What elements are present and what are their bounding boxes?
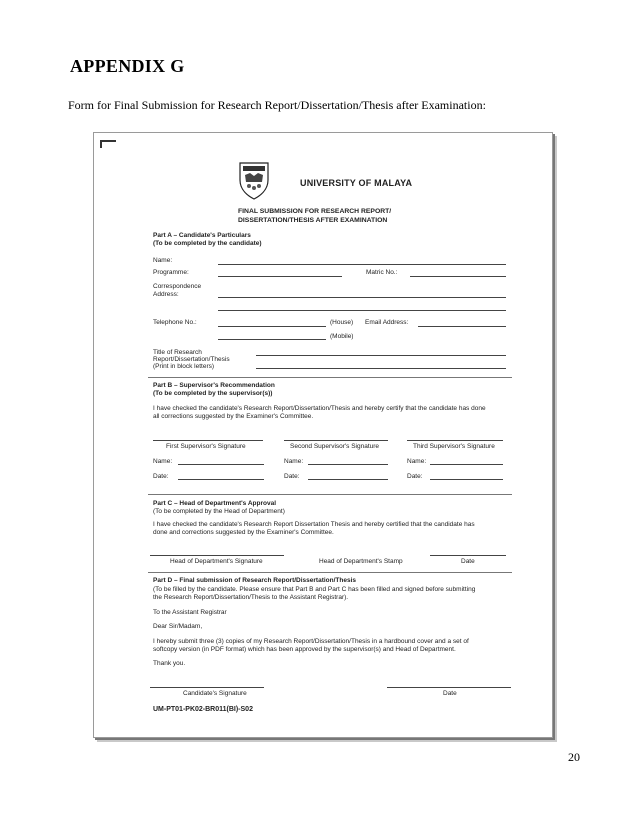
part-d-body-1: I hereby submit three (3) copies of my Research Report/Dissertation/Thesis in a hardbound cover and a set of: [153, 638, 469, 645]
university-crest-icon: [238, 160, 270, 200]
form-title-line1: FINAL SUBMISSION FOR RESEARCH REPORT/: [238, 208, 392, 215]
candidate-date-line[interactable]: [387, 687, 511, 688]
part-b-subtitle: (To be completed by the supervisor(s)): [153, 390, 273, 397]
appendix-heading: APPENDIX G: [70, 56, 185, 76]
programme-field[interactable]: [218, 276, 342, 277]
part-a-title: Part A – Candidate's Particulars: [153, 232, 251, 239]
supervisor3-date-field[interactable]: [430, 479, 503, 480]
mobile-label: (Mobile): [330, 333, 354, 340]
first-supervisor-signature-line[interactable]: [153, 440, 263, 441]
research-title-label-3: (Print in block letters): [153, 363, 215, 370]
name-label: Name:: [153, 257, 173, 264]
salutation: Dear Sir/Madam,: [153, 623, 203, 630]
research-title-label: Title of Research: [153, 349, 202, 356]
second-supervisor-signature-line[interactable]: [284, 440, 388, 441]
hod-signature-label: Head of Department's Signature: [170, 558, 263, 565]
part-d-body-2: softcopy version (in PDF format) which has been approved by the supervisor(s) and Head of Department.: [153, 646, 456, 653]
part-d-title: Part D – Final submission of Research Report/Dissertation/Thesis: [153, 577, 356, 584]
supervisor3-date-label: Date:: [407, 473, 423, 480]
part-c-text-2: done and corrections suggested by the Examiner's Committee.: [153, 529, 334, 536]
part-b-title: Part B – Supervisor's Recommendation: [153, 382, 275, 389]
university-name: UNIVERSITY OF MALAYA: [300, 178, 413, 188]
part-b-text-2: all corrections suggested by the Examiner's Committee.: [153, 413, 314, 420]
page-number: 20: [568, 750, 580, 764]
section-divider: [148, 377, 512, 378]
research-title-field-1[interactable]: [256, 355, 506, 356]
closing: Thank you.: [153, 660, 186, 667]
supervisor1-name-label: Name:: [153, 458, 173, 465]
hod-signature-line[interactable]: [150, 555, 284, 556]
programme-label: Programme:: [153, 269, 189, 276]
candidate-date-label: Date: [443, 690, 457, 697]
name-field[interactable]: [218, 264, 506, 265]
matric-field[interactable]: [410, 276, 506, 277]
part-c-text-1: I have checked the candidate's Research Report Dissertation Thesis and hereby certified that the candidate has: [153, 521, 475, 528]
section-divider: [148, 494, 512, 495]
figure-caption: Form for Final Submission for Research Report/Dissertation/Thesis after Examination:: [68, 98, 486, 112]
supervisor1-name-field[interactable]: [178, 464, 264, 465]
email-field[interactable]: [418, 326, 506, 327]
part-b-text-1: I have checked the candidate's Research Report/Dissertation/Thesis and hereby certify that the candidate has done: [153, 405, 486, 412]
part-c-subtitle: (To be completed by the Head of Department): [153, 508, 285, 515]
supervisor2-date-label: Date:: [284, 473, 300, 480]
third-supervisor-signature-line[interactable]: [407, 440, 503, 441]
third-supervisor-signature-label: Third Supervisor's Signature: [413, 443, 495, 450]
research-title-field-2[interactable]: [256, 368, 506, 369]
matric-label: Matric No.:: [366, 269, 398, 276]
hod-stamp-label: Head of Department's Stamp: [319, 558, 403, 565]
correspondence-label: Correspondence: [153, 283, 202, 290]
form-code: UM-PT01-PK02-BR011(BI)-S02: [153, 706, 253, 713]
house-phone-field[interactable]: [218, 326, 326, 327]
candidate-signature-label: Candidate's Signature: [183, 690, 247, 697]
supervisor3-name-field[interactable]: [430, 464, 503, 465]
part-a-subtitle: (To be completed by the candidate): [153, 240, 262, 247]
address-field-2[interactable]: [218, 310, 506, 311]
candidate-signature-line[interactable]: [150, 687, 264, 688]
supervisor2-name-label: Name:: [284, 458, 304, 465]
address-label: Address:: [153, 291, 179, 298]
supervisor2-name-field[interactable]: [308, 464, 388, 465]
addressee: To the Assistant Registrar: [153, 609, 227, 616]
supervisor3-name-label: Name:: [407, 458, 427, 465]
email-label: Email Address:: [365, 319, 409, 326]
supervisor1-date-label: Date:: [153, 473, 169, 480]
first-supervisor-signature-label: First Supervisor's Signature: [166, 443, 246, 450]
section-divider: [148, 572, 512, 573]
research-title-label-2: Report/Dissertation/Thesis: [153, 356, 230, 363]
hod-date-label: Date: [461, 558, 475, 565]
supervisor2-date-field[interactable]: [308, 479, 388, 480]
house-label: (House): [330, 319, 354, 326]
form-title-line2: DISSERTATION/THESIS AFTER EXAMINATION: [238, 217, 388, 224]
hod-date-line[interactable]: [430, 555, 506, 556]
address-field-1[interactable]: [218, 297, 506, 298]
part-c-title: Part C – Head of Department's Approval: [153, 500, 277, 507]
supervisor1-date-field[interactable]: [178, 479, 264, 480]
second-supervisor-signature-label: Second Supervisor's Signature: [290, 443, 380, 450]
part-d-note-2: the Research Report/Dissertation/Thesis to the Assistant Registrar).: [153, 594, 349, 601]
mobile-phone-field[interactable]: [218, 339, 326, 340]
part-d-note-1: (To be filled by the candidate. Please ensure that Part B and Part C has been filled and signed before submitting: [153, 586, 476, 593]
telephone-label: Telephone No.:: [153, 319, 197, 326]
